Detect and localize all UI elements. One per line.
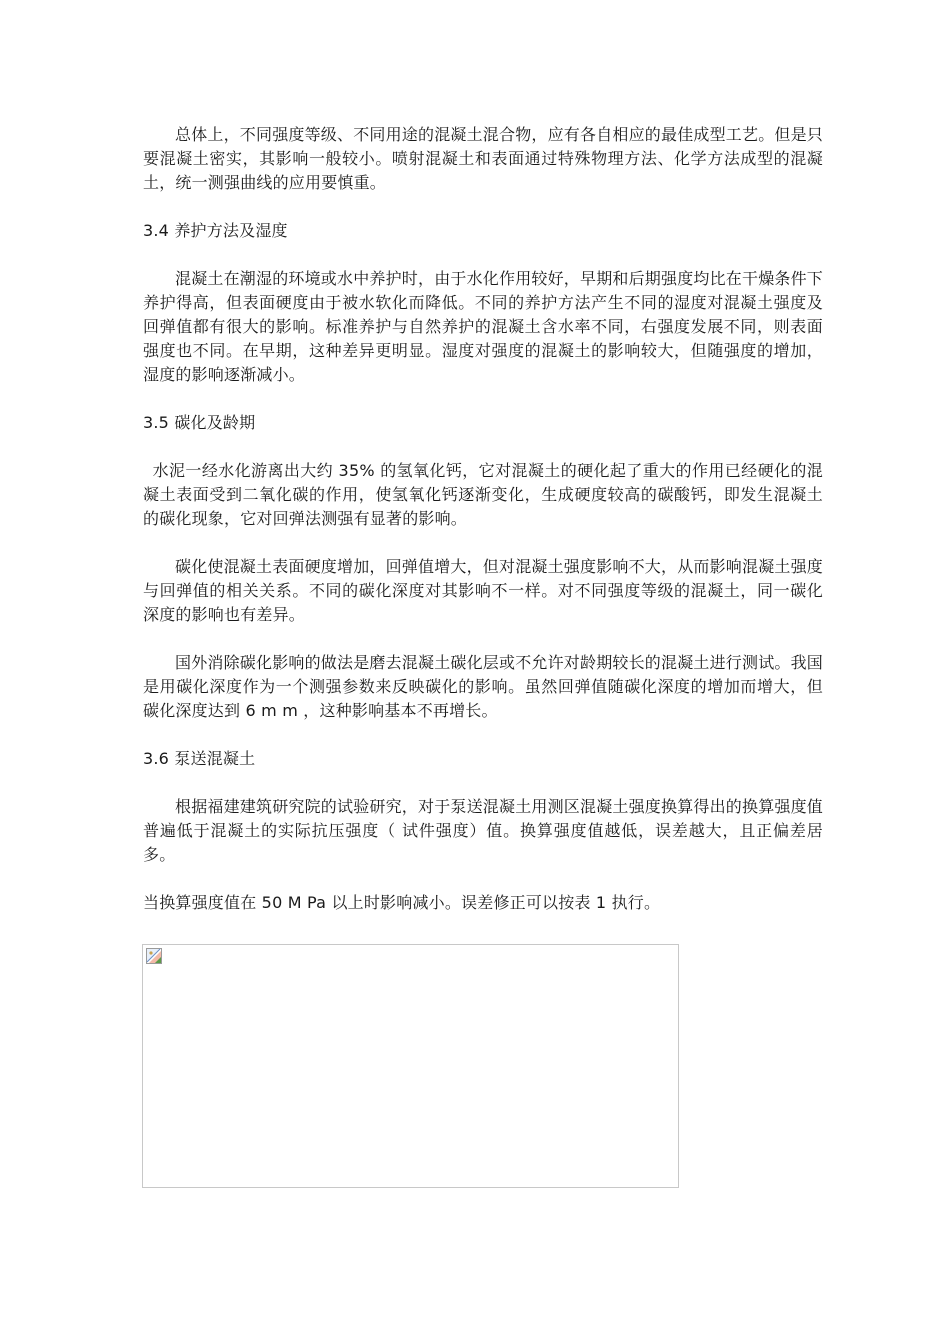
section-heading-3-6: 3.6 泵送混凝土 (143, 749, 256, 768)
section-heading-3-4: 3.4 养护方法及湿度 (143, 221, 288, 240)
table-image-placeholder (142, 944, 679, 1188)
paragraph-carbonation-effect: 碳化使混凝土表面硬度增加，回弹值增大，但对混凝土强度影响不大，从而影响混凝土强度与回弹值的相关关系。不同的碳化深度对其影响不一样。对不同强度等级的混凝土，同一碳化深度的影响也有差异。 (143, 557, 824, 624)
section-heading-3-5: 3.5 碳化及龄期 (143, 413, 256, 432)
paragraph-curing: 混凝土在潮湿的环境或水中养护时，由于水化作用较好，早期和后期强度均比在干燥条件下养护得高，但表面硬度由于被水软化而降低。不同的养护方法产生不同的湿度对混凝土强度及回弹值都有很大的影响。标准养护与自然养护的混凝土含水率不同，右强度发展不同，则表面强度也不同。在早期，这种差异更明显。湿度对强度的混凝土的影响较大，但随强度的增加，湿度的影响逐渐减小。 (143, 269, 824, 384)
paragraph-carbonation-method: 国外消除碳化影响的做法是磨去混凝土碳化层或不允许对龄期较长的混凝土进行测试。我国是用碳化深度作为一个测强参数来反映碳化的影响。虽然回弹值随碳化深度的增加而增大，但碳化深度达到 6 m m ，这种影响基本不再增长。 (143, 653, 824, 720)
document-body (143, 123, 823, 939)
paragraph-carbonation-intro: 水泥一经水化游离出大约 35% 的氢氧化钙，它对混凝土的硬化起了重大的作用已经硬化的混凝土表面受到二氧化碳的作用，使氢氧化钙逐渐变化，生成硬度较高的碳酸钙，即发生混凝土的碳化现象，它对回弹法测强有显著的影响。 (143, 461, 823, 528)
paragraph-overview: 总体上，不同强度等级、不同用途的混凝土混合物，应有各自相应的最佳成型工艺。但是只要混凝土密实，其影响一般较小。喷射混凝土和表面通过特殊物理方法、化学方法成型的混凝土，统一测强曲线的应用要慎重。 (143, 125, 824, 192)
broken-image-icon (146, 948, 162, 964)
paragraph-pumped-concrete: 根据福建建筑研究院的试验研究，对于泵送混凝土用测区混凝土强度换算得出的换算强度值普遍低于混凝土的实际抗压强度（ 试件强度）值。换算强度值越低，误差越大，且正偏差居多。 (143, 797, 824, 864)
paragraph-correction-note: 当换算强度值在 50 M Pa 以上时影响减小。误差修正可以按表 1 执行。 (143, 893, 661, 912)
